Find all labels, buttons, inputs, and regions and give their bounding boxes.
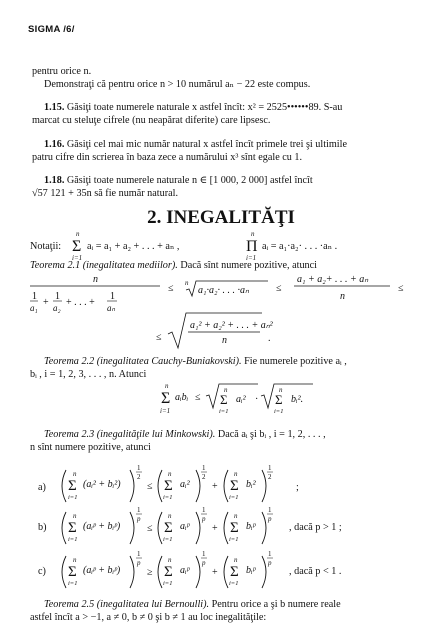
svg-text:+: + [212,523,218,534]
theorem-label: Teorema 2.5 [44,599,95,610]
svg-text:n: n [76,230,80,238]
svg-text:≤: ≤ [156,332,162,343]
svg-text:Σ: Σ [230,520,239,536]
svg-text:1: 1 [202,550,206,558]
svg-text:p: p [137,559,141,567]
svg-text:Σ: Σ [230,478,239,494]
problem-text: Găsiţi toate numerele naturale x astfel încît: x² = 2525••••••89. S-au [66,102,343,113]
svg-text:n: n [279,386,283,394]
svg-text:n: n [165,382,169,390]
theorem-2-2-cont: bᵢ , i = 1, 2, 3, . . . , n. Atunci [30,369,147,380]
svg-text:Σ: Σ [230,564,239,580]
svg-text:i=1: i=1 [163,536,173,543]
svg-text:n: n [222,335,227,346]
svg-text:n: n [340,291,345,302]
svg-text:(aᵢᵖ + bᵢᵖ): (aᵢᵖ + bᵢᵖ) [83,565,121,576]
svg-text:n: n [168,470,172,478]
intro-line-2: Demonstraţi că pentru orice n > 10 numărul aₙ − 22 este compus. [44,79,311,90]
theorem-label: Teorema 2.1 [30,260,81,271]
svg-text:2: 2 [268,473,272,481]
svg-text:n: n [73,512,77,520]
svg-text:1: 1 [32,291,37,302]
svg-text:n: n [234,556,238,564]
svg-text:a₁: a₁ [30,303,38,313]
problem-1-15-cont: marcat cu steluţe cifrele (nu neapărat diferite) care lipsesc. [32,115,271,126]
svg-text:i=1: i=1 [246,254,257,262]
svg-text:n: n [251,230,255,238]
svg-text:n: n [234,470,238,478]
theorem-name: (inegalitatea mediilor). [82,260,178,271]
svg-text:Σ: Σ [164,520,173,536]
svg-text:n: n [73,556,77,564]
svg-text:1: 1 [110,291,115,302]
svg-text:≤: ≤ [276,283,282,294]
svg-text:aₙ: aₙ [107,303,116,313]
svg-text:i=1: i=1 [72,254,83,262]
item-a-condition: ; [296,482,299,493]
svg-text:≤: ≤ [168,283,174,294]
svg-text:1: 1 [202,506,206,514]
svg-text:i=1: i=1 [163,494,173,501]
svg-text:≥: ≥ [147,567,153,578]
problem-1-16-cont: patru cifre din scrierea în baza zece a numărului x³ sînt egale cu 1. [32,152,303,163]
svg-text:Π: Π [246,238,258,255]
svg-text:i=1: i=1 [229,536,239,543]
svg-text:i=1: i=1 [68,580,78,587]
svg-text:Σ: Σ [164,478,173,494]
cauchy-formula [160,382,313,415]
svg-text:≤: ≤ [147,523,153,534]
intro-line-1: pentru orice n. [32,66,92,77]
theorem-name: (inegalităţile lui Minkowski). [96,429,216,440]
theorem-text: Dacă aᵢ şi bᵢ , i = 1, 2, . . . , [217,429,326,440]
problem-1-18-cont: √57 121 + 35n să fie număr natural. [32,188,179,199]
svg-text:a₁·a₂· . . . ·aₙ: a₁·a₂· . . . ·aₙ [198,285,249,296]
svg-text:i=1: i=1 [160,407,171,415]
svg-text:1: 1 [137,506,141,514]
svg-text:+: + [43,297,49,308]
svg-text:Σ: Σ [68,564,77,580]
svg-text:a₁² + a₂² + . . . + aₙ²: a₁² + a₂² + . . . + aₙ² [190,320,273,331]
notation-prod-def: aᵢ = a₁·a₂· . . . ·aₙ . [262,241,338,252]
svg-text:n: n [185,279,189,287]
svg-text:n: n [224,386,228,394]
svg-text:n: n [168,512,172,520]
item-a-label: a) [38,482,46,493]
svg-text:p: p [268,559,272,567]
svg-text:1: 1 [268,506,272,514]
svg-text:i=1: i=1 [68,536,78,543]
running-header: SIGMA /6/ [28,24,75,35]
svg-text:i=1: i=1 [163,580,173,587]
minkowski-b-formula [62,506,273,544]
item-c-label: c) [38,566,46,577]
svg-text:≤: ≤ [398,283,404,294]
svg-text:n: n [168,556,172,564]
svg-text:i=1: i=1 [274,408,284,415]
theorem-text: Dacă sînt numere pozitive, atunci [180,260,317,271]
theorem-label: Teorema 2.3 [44,429,95,440]
svg-text:p: p [202,515,206,523]
svg-text:aᵢbᵢ: aᵢbᵢ [175,392,189,403]
svg-text:bᵢ².: bᵢ². [291,394,304,405]
notation-label: Notaţii: [30,241,62,252]
svg-text:aᵢ²: aᵢ² [180,479,190,490]
svg-text:2: 2 [202,473,206,481]
svg-text:1: 1 [202,464,206,472]
svg-text:1: 1 [55,291,60,302]
problem-number: 1.16. [44,139,65,150]
svg-text:+ . . . +: + . . . + [66,297,95,308]
svg-text:aᵢᵖ: aᵢᵖ [180,565,190,576]
svg-text:1: 1 [137,464,141,472]
notation-sum-symbol [72,230,82,262]
item-c-condition: , dacă p < 1 . [289,566,342,577]
theorem-name: (inegalitatea Cauchy-Buniakovski). [96,356,242,367]
svg-text:bᵢᵖ: bᵢᵖ [246,521,256,532]
theorem-text: Fie numerele pozitive aᵢ , [244,356,347,367]
svg-text:n: n [93,274,98,285]
problem-text: Găsiţi cel mai mic număr natural x astfel încît primele trei şi ultimile [66,139,347,150]
svg-text:bᵢ²: bᵢ² [246,479,256,490]
svg-text:a₂: a₂ [53,303,61,313]
svg-text:1: 1 [268,550,272,558]
theorem-name: (inegalitatea lui Bernoulli). [96,599,210,610]
problem-number: 1.18. [44,175,65,186]
svg-text:+: + [212,481,218,492]
svg-text:p: p [268,515,272,523]
notation-sum-def: aᵢ = a₁ + a₂ + . . . + aₙ , [87,241,180,252]
theorem-text: Pentru orice a şi b numere reale [211,599,341,610]
svg-text:aᵢᵖ: aᵢᵖ [180,521,190,532]
svg-text:2: 2 [137,473,141,481]
svg-text:.: . [268,333,271,344]
svg-text:i=1: i=1 [68,494,78,501]
svg-text:1: 1 [137,550,141,558]
minkowski-c-formula [62,550,273,588]
svg-text:aᵢ²: aᵢ² [236,394,246,405]
svg-text:bᵢᵖ: bᵢᵖ [246,565,256,576]
minkowski-a-formula [62,464,273,502]
svg-text:1: 1 [268,464,272,472]
svg-text:Σ: Σ [68,520,77,536]
svg-text:i=1: i=1 [229,494,239,501]
svg-text:Σ: Σ [275,392,283,407]
svg-text:·: · [255,394,259,405]
svg-text:Σ: Σ [72,238,82,255]
svg-text:i=1: i=1 [229,580,239,587]
svg-text:p: p [202,559,206,567]
svg-text:Σ: Σ [220,392,228,407]
svg-text:i=1: i=1 [219,408,229,415]
svg-text:Σ: Σ [161,390,171,407]
svg-text:+: + [212,567,218,578]
svg-text:Σ: Σ [164,564,173,580]
theorem-label: Teorema 2.2 [44,356,95,367]
section-title: 2. INEGALITĂŢI [147,207,295,228]
theorem-2-5-cont: astfel încît a > −1, a ≠ 0, b ≠ 0 şi b ≠ 1 au loc inegalităţile: [30,612,267,623]
item-b-condition: , dacă p > 1 ; [289,522,342,533]
theorem-2-3-cont: n sînt numere pozitive, atunci [30,442,151,453]
problem-number: 1.15. [44,102,65,113]
means-inequality-formula [30,274,404,348]
item-b-label: b) [38,522,47,533]
svg-text:(aᵢᵖ + bᵢᵖ): (aᵢᵖ + bᵢᵖ) [83,521,121,532]
svg-text:a₁ + a₂+ . . . + aₙ: a₁ + a₂+ . . . + aₙ [297,274,369,285]
notation-product-symbol [246,230,258,262]
svg-text:≤: ≤ [147,481,153,492]
svg-text:p: p [137,515,141,523]
svg-text:n: n [73,470,77,478]
svg-text:(aᵢ² + bᵢ²): (aᵢ² + bᵢ²) [83,479,121,490]
svg-text:n: n [234,512,238,520]
problem-text: Găsiţi toate numerele naturale n ∈ [1 000, 2 000] astfel încît [66,175,313,186]
svg-text:Σ: Σ [68,478,77,494]
svg-text:≤: ≤ [195,392,201,403]
